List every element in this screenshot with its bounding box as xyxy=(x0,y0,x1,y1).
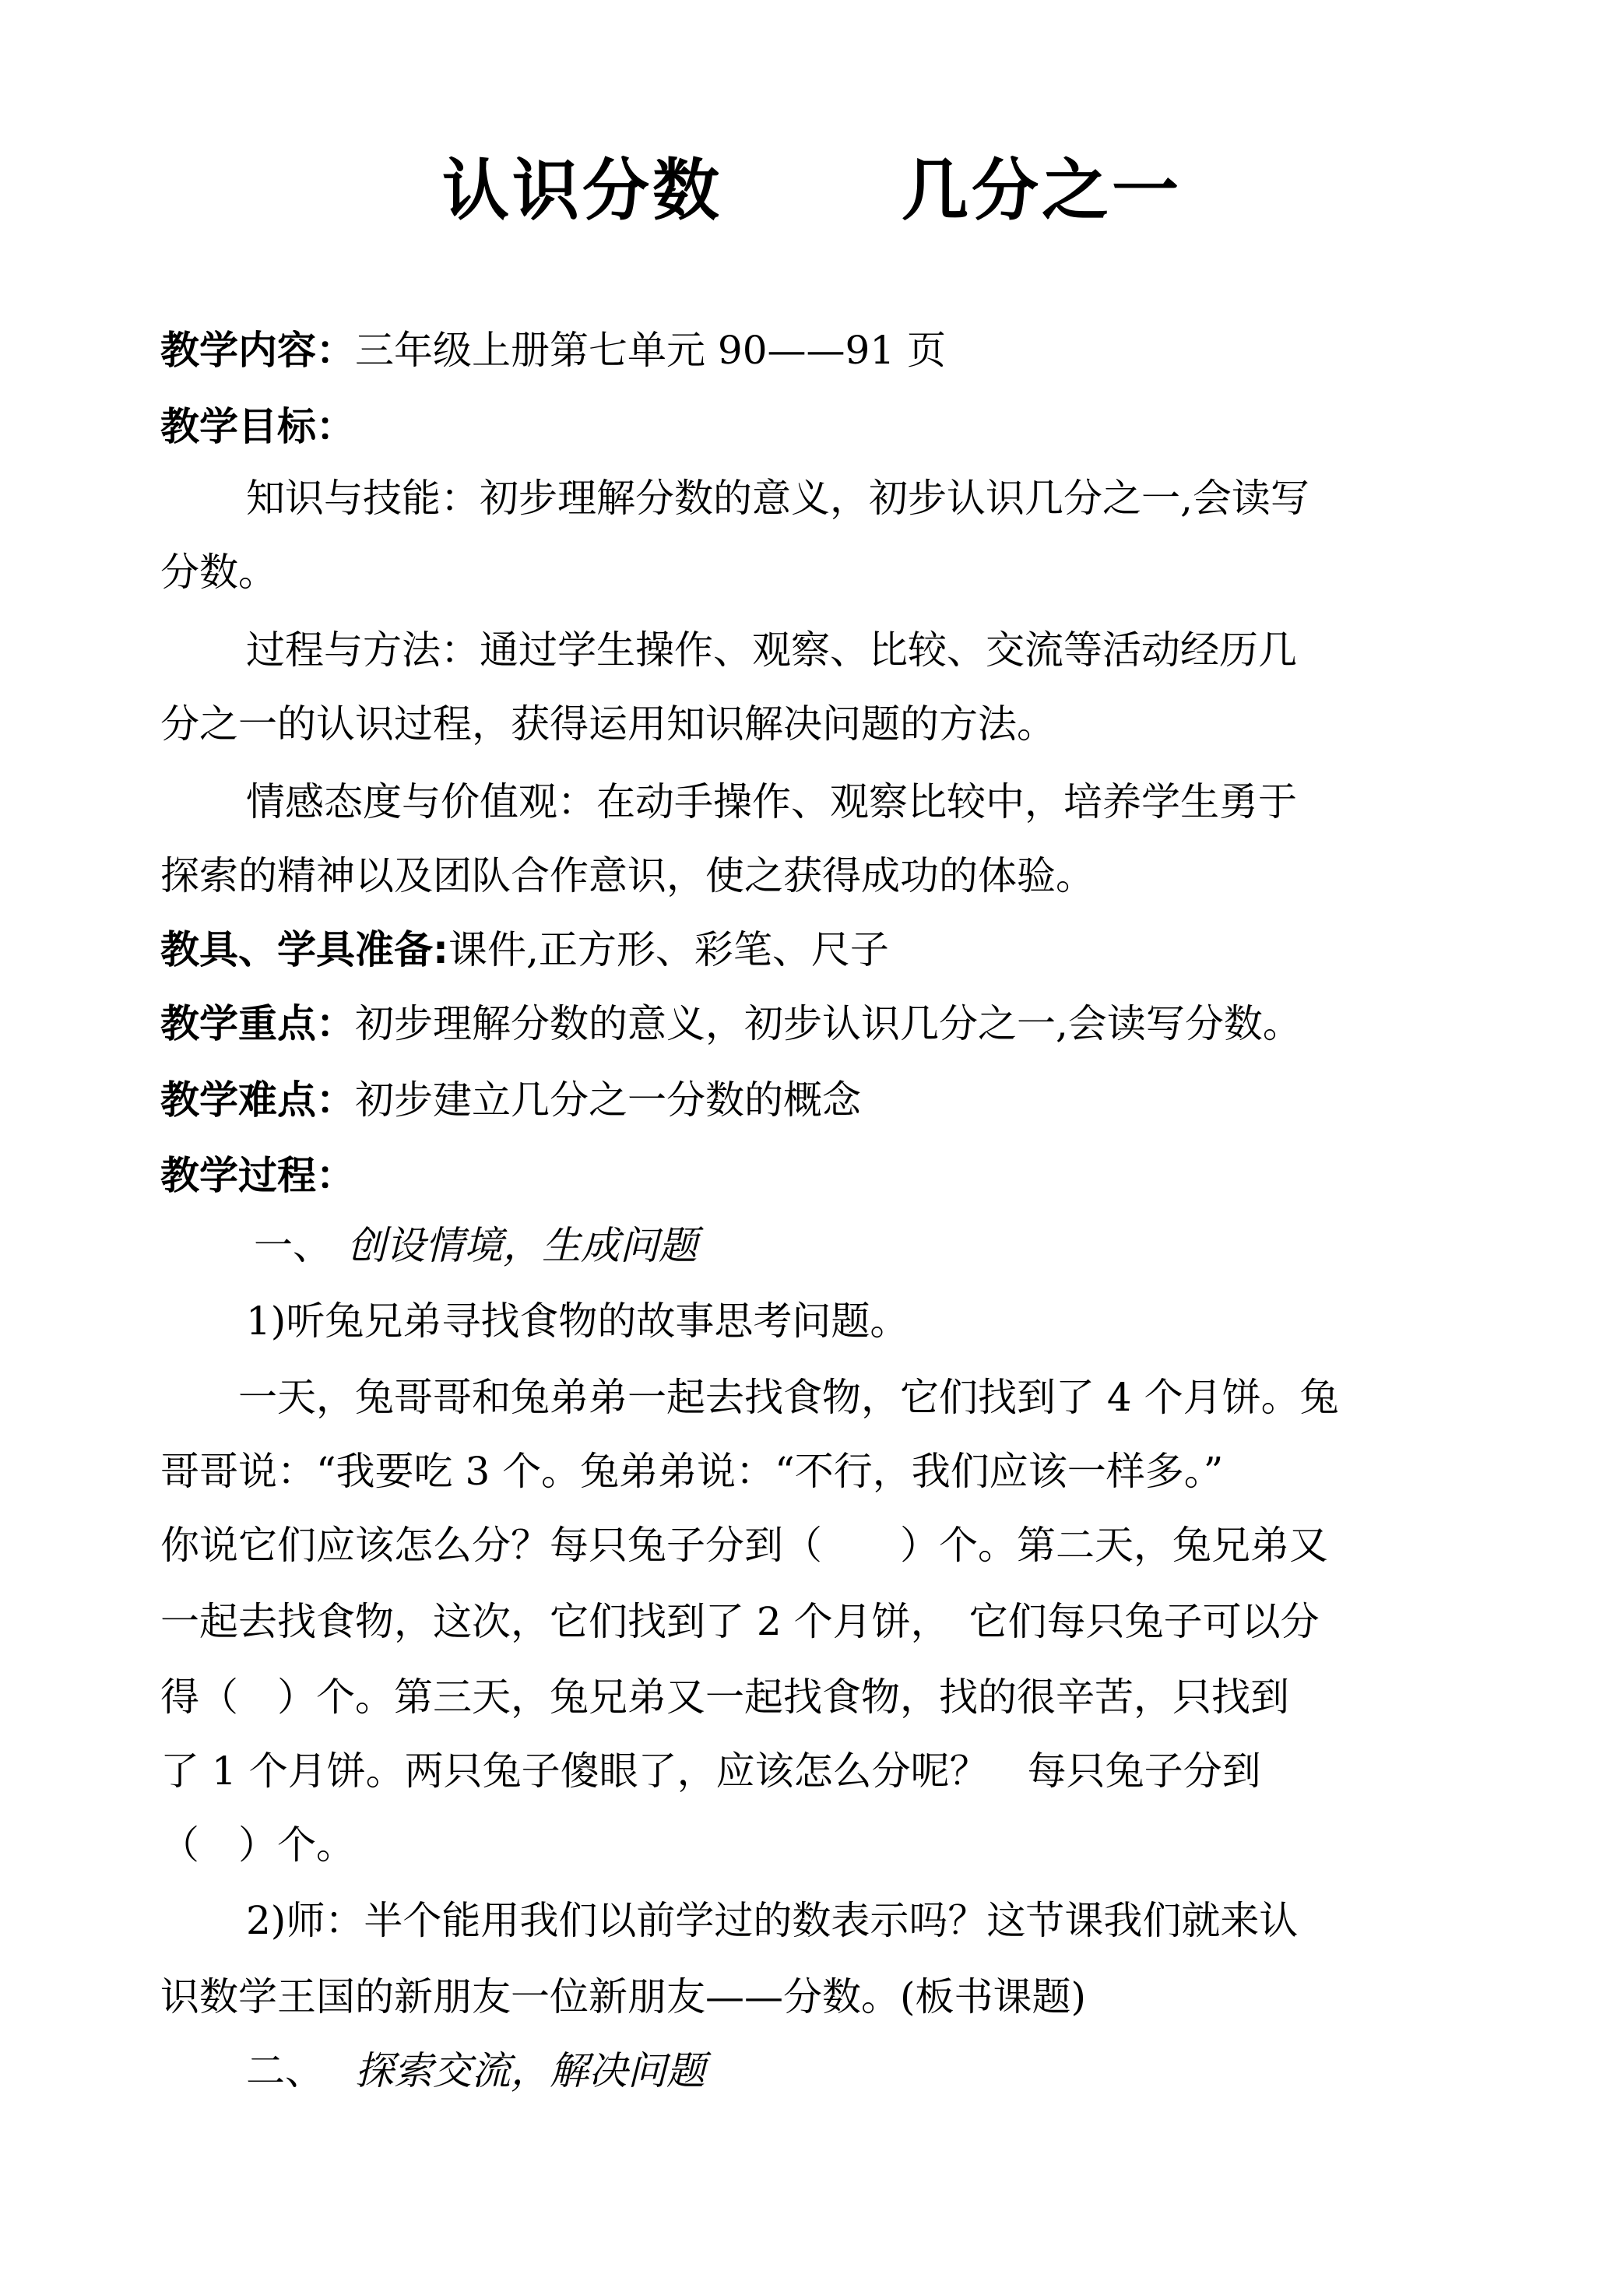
section-2-number: 二、 xyxy=(246,2048,324,2093)
goal-process-line-2: 分之一的认识过程，获得运用知识解决问题的方法。 xyxy=(160,701,1056,747)
story-line-1: 一天，兔哥哥和兔弟弟一起去找食物，它们找到了 4 个月饼。兔 xyxy=(238,1375,1339,1420)
section-2-heading xyxy=(246,2044,705,2098)
difficulty-label: 教学难点： xyxy=(160,1077,355,1123)
goal-process-line-1: 过程与方法：通过学生操作、观察、比较、交流等活动经历几 xyxy=(246,627,1297,673)
page-title xyxy=(0,148,1624,234)
content-text: 三年级上册第七单元 90——91 页 xyxy=(355,328,947,373)
content-line xyxy=(160,323,946,378)
story-line-2: 哥哥说：“我要吃 3 个。兔弟弟说：“不行，我们应该一样多。” xyxy=(160,1449,1224,1494)
story-line-6: 了 1 个月饼。两只兔子傻眼了，应该怎么分呢？ 每只兔子分到 xyxy=(160,1748,1261,1794)
content-label: 教学内容： xyxy=(160,328,355,373)
story-line-5: 得（ ）个。第三天，兔兄弟又一起找食物，找的很辛苦，只找到 xyxy=(160,1675,1289,1720)
section-2-title: 探索交流，解决问题 xyxy=(355,2048,705,2093)
step-1-line: 1)听兔兄弟寻找食物的故事思考问题。 xyxy=(246,1299,909,1344)
step-2-line-2: 识数学王国的新朋友一位新朋友——分数。(板书课题) xyxy=(160,1974,1087,2019)
tools-text: 课件,正方形、彩笔、尺子 xyxy=(448,927,889,972)
goal-knowledge-line-2: 分数。 xyxy=(160,550,277,595)
difficulty-text: 初步建立几分之一分数的概念 xyxy=(355,1077,861,1123)
key-point-text: 初步理解分数的意义，初步认识几分之一,会读写分数。 xyxy=(355,1001,1302,1046)
tools-label: 教具、学具准备: xyxy=(160,927,448,972)
tools-line xyxy=(160,923,889,977)
story-line-7: （ ）个。 xyxy=(160,1822,355,1868)
goal-emotion-line-2: 探索的精神以及团队合作意识，使之获得成功的体验。 xyxy=(160,853,1095,898)
title-part-2: 几分之一 xyxy=(902,152,1182,230)
difficulty-line xyxy=(160,1073,861,1127)
step-2-line-1: 2)师：半个能用我们以前学过的数表示吗？这节课我们就来认 xyxy=(246,1898,1299,1943)
key-point-label: 教学重点： xyxy=(160,1001,355,1046)
goal-emotion-line-1: 情感态度与价值观：在动手操作、观察比较中，培养学生勇于 xyxy=(246,779,1297,824)
story-line-4: 一起去找食物，这次，它们找到了 2 个月饼， 它们每只兔子可以分 xyxy=(160,1599,1320,1644)
story-line-3: 你说它们应该怎么分？每只兔子分到（ ）个。第二天，兔兄弟又 xyxy=(160,1523,1328,1568)
section-1-title: 创设情境，生成问题 xyxy=(347,1223,698,1268)
goals-label: 教学目标： xyxy=(160,404,355,449)
section-1-heading xyxy=(254,1218,698,1273)
goal-knowledge-line-1: 知识与技能：初步理解分数的意义，初步认识几分之一,会读写 xyxy=(246,476,1309,521)
title-part-1: 认识分数 xyxy=(442,152,722,230)
process-label: 教学过程： xyxy=(160,1153,355,1198)
key-point-line xyxy=(160,996,1302,1051)
section-1-number: 一、 xyxy=(254,1223,332,1268)
